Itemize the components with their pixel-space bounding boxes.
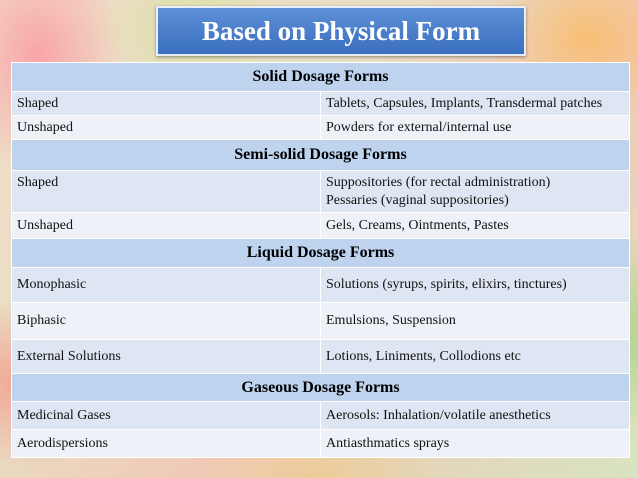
example-line: Pessaries (vaginal suppositories) xyxy=(326,193,509,208)
section-header-semisolid xyxy=(12,140,630,171)
section-header-solid xyxy=(12,63,630,92)
form-type-cell: Unshaped xyxy=(12,213,321,239)
section-heading: Liquid Dosage Forms xyxy=(12,239,630,268)
table-row xyxy=(12,303,630,340)
examples-cell: Solutions (syrups, spirits, elixirs, tinctures) xyxy=(321,268,630,303)
section-header-gaseous xyxy=(12,374,630,402)
examples-cell xyxy=(321,171,630,213)
table-row xyxy=(12,213,630,239)
form-type-cell: Shaped xyxy=(12,171,321,213)
table-row xyxy=(12,268,630,303)
form-type-cell: Monophasic xyxy=(12,268,321,303)
section-heading: Semi-solid Dosage Forms xyxy=(12,140,630,171)
section-heading: Solid Dosage Forms xyxy=(12,63,630,92)
slide-title: Based on Physical Form xyxy=(156,6,526,56)
section-header-liquid xyxy=(12,239,630,268)
example-line: Suppositories (for rectal administration) xyxy=(326,175,551,190)
examples-cell: Gels, Creams, Ointments, Pastes xyxy=(321,213,630,239)
table-row xyxy=(12,402,630,430)
dosage-forms-table xyxy=(11,62,630,458)
form-type-cell: Shaped xyxy=(12,92,321,116)
form-type-cell: Medicinal Gases xyxy=(12,402,321,430)
examples-cell: Powders for external/internal use xyxy=(321,116,630,140)
examples-cell: Antiasthmatics sprays xyxy=(321,430,630,458)
examples-cell: Lotions, Liniments, Collodions etc xyxy=(321,340,630,374)
table-row xyxy=(12,171,630,213)
form-type-cell: Unshaped xyxy=(12,116,321,140)
table-row xyxy=(12,92,630,116)
form-type-cell: Biphasic xyxy=(12,303,321,340)
table-row xyxy=(12,430,630,458)
examples-cell: Aerosols: Inhalation/volatile anesthetics xyxy=(321,402,630,430)
section-heading: Gaseous Dosage Forms xyxy=(12,374,630,402)
form-type-cell: External Solutions xyxy=(12,340,321,374)
examples-cell: Tablets, Capsules, Implants, Transdermal patches xyxy=(321,92,630,116)
table-row xyxy=(12,116,630,140)
examples-cell: Emulsions, Suspension xyxy=(321,303,630,340)
form-type-cell: Aerodispersions xyxy=(12,430,321,458)
table-row xyxy=(12,340,630,374)
